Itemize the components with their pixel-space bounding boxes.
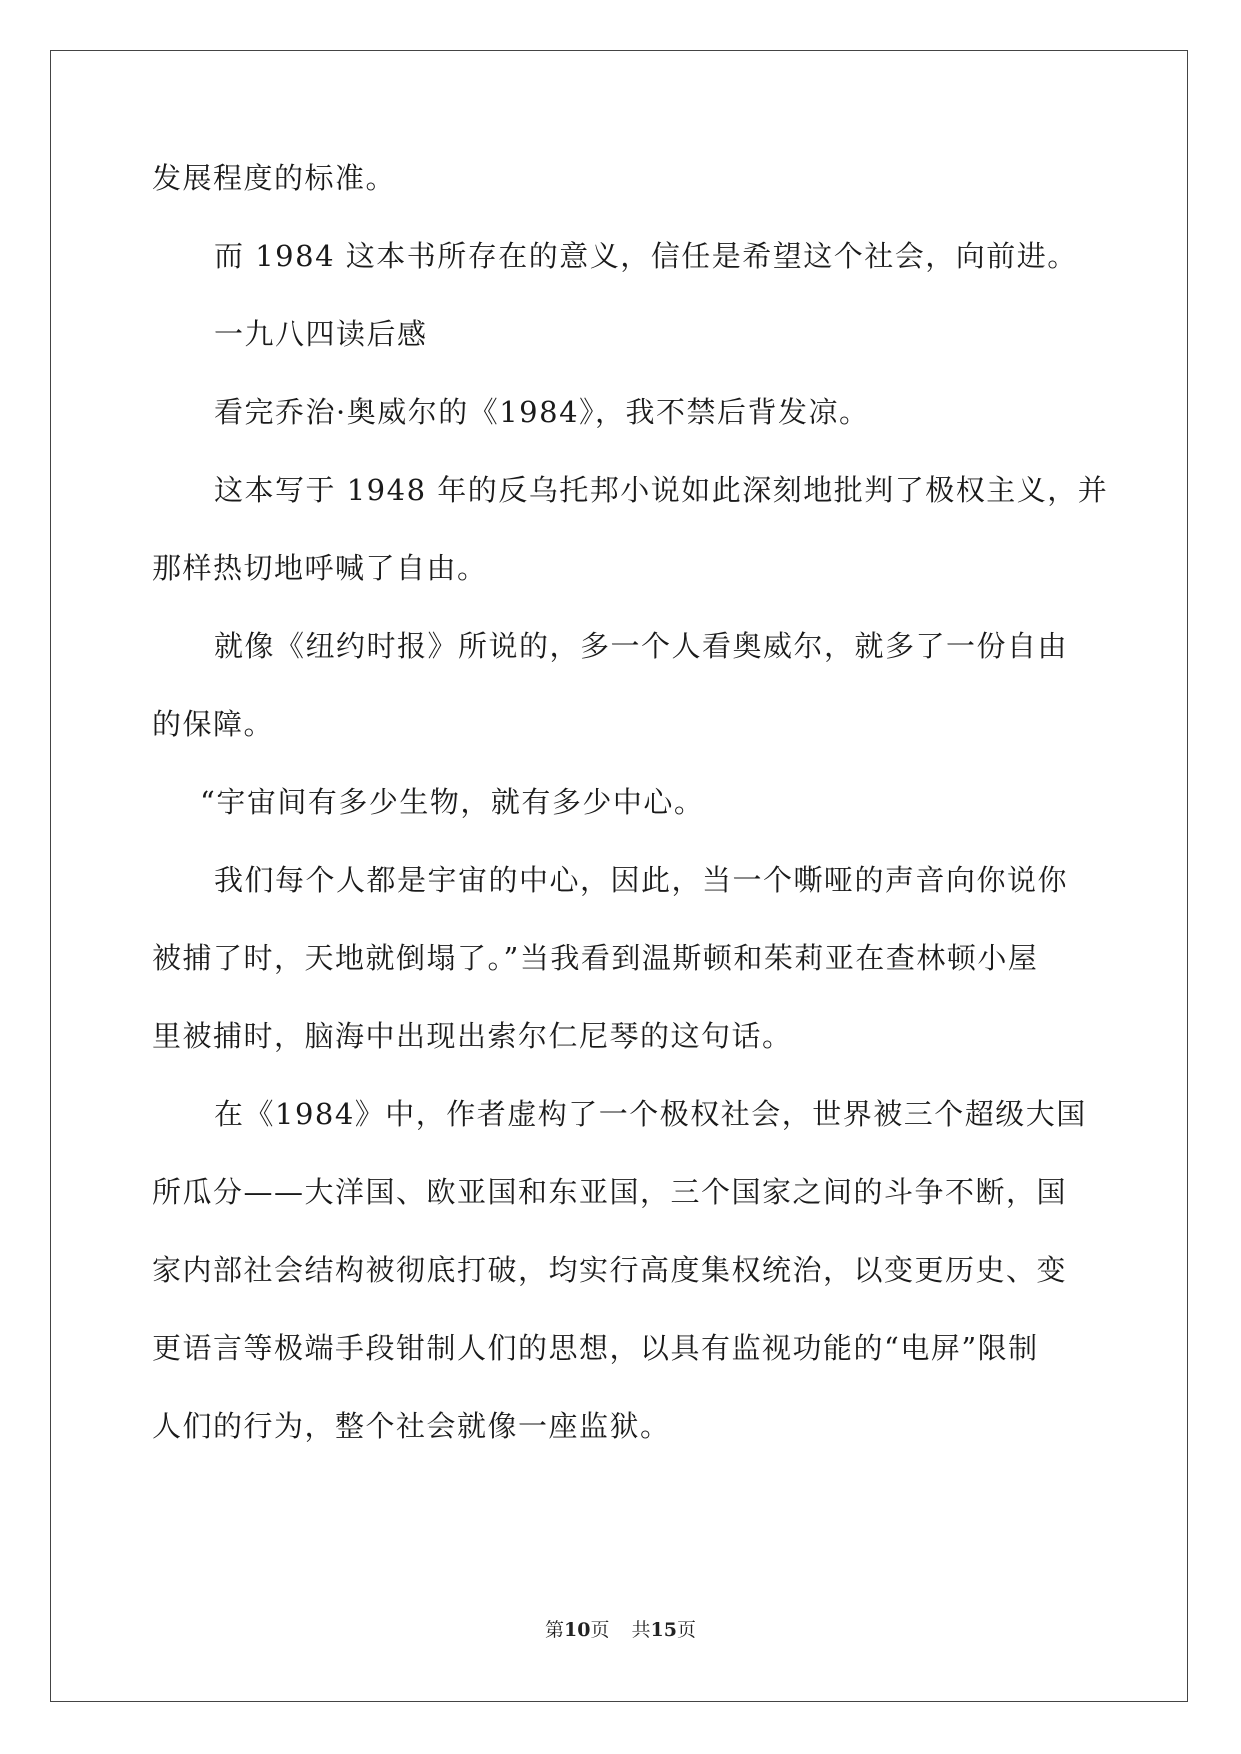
text-line: 里被捕时，脑海中出现出索尔仁尼琴的这句话。 (152, 1019, 793, 1053)
page-footer (0, 1618, 1241, 1642)
text-line: “宇宙间有多少生物，就有多少中心。 (200, 785, 705, 819)
page-label-prefix: 第 (545, 1619, 565, 1641)
text-line: 人们的行为，整个社会就像一座监狱。 (152, 1409, 671, 1443)
text-line: 我们每个人都是宇宙的中心，因此，当一个嘶哑的声音向你说你 (214, 863, 1069, 897)
text-line: 被捕了时，天地就倒塌了。”当我看到温斯顿和茱莉亚在查林顿小屋 (152, 941, 1039, 975)
text-line: 就像《纽约时报》所说的，多一个人看奥威尔，就多了一份自由 (214, 629, 1069, 663)
total-label-suffix: 页 (676, 1619, 696, 1641)
text-line: 那样热切地呼喊了自由。 (152, 551, 488, 585)
total-label-prefix: 共 (631, 1619, 651, 1641)
text-line: 家内部社会结构被彻底打破，均实行高度集权统治，以变更历史、变 (152, 1253, 1068, 1287)
text-line: 而 1984 这本书所存在的意义，信任是希望这个社会，向前进。 (214, 239, 1078, 273)
text-line: 发展程度的标准。 (152, 161, 397, 195)
text-line: 这本写于 1948 年的反乌托邦小说如此深刻地批判了极权主义，并 (214, 473, 1109, 507)
current-page-number: 10 (564, 1619, 591, 1641)
text-line: 所瓜分——大洋国、欧亚国和东亚国，三个国家之间的斗争不断，国 (152, 1175, 1068, 1209)
text-line: 的保障。 (152, 707, 275, 741)
text-line: 更语言等极端手段钳制人们的思想，以具有监视功能的“电屏”限制 (152, 1331, 1039, 1365)
text-line: 看完乔治·奥威尔的《1984》，我不禁后背发凉。 (214, 395, 870, 429)
text-line: 在《1984》中，作者虚构了一个极权社会，世界被三个超级大国 (214, 1097, 1087, 1131)
section-heading: 一九八四读后感 (214, 317, 428, 351)
total-page-number: 15 (650, 1619, 677, 1641)
page-label-suffix: 页 (590, 1619, 610, 1641)
